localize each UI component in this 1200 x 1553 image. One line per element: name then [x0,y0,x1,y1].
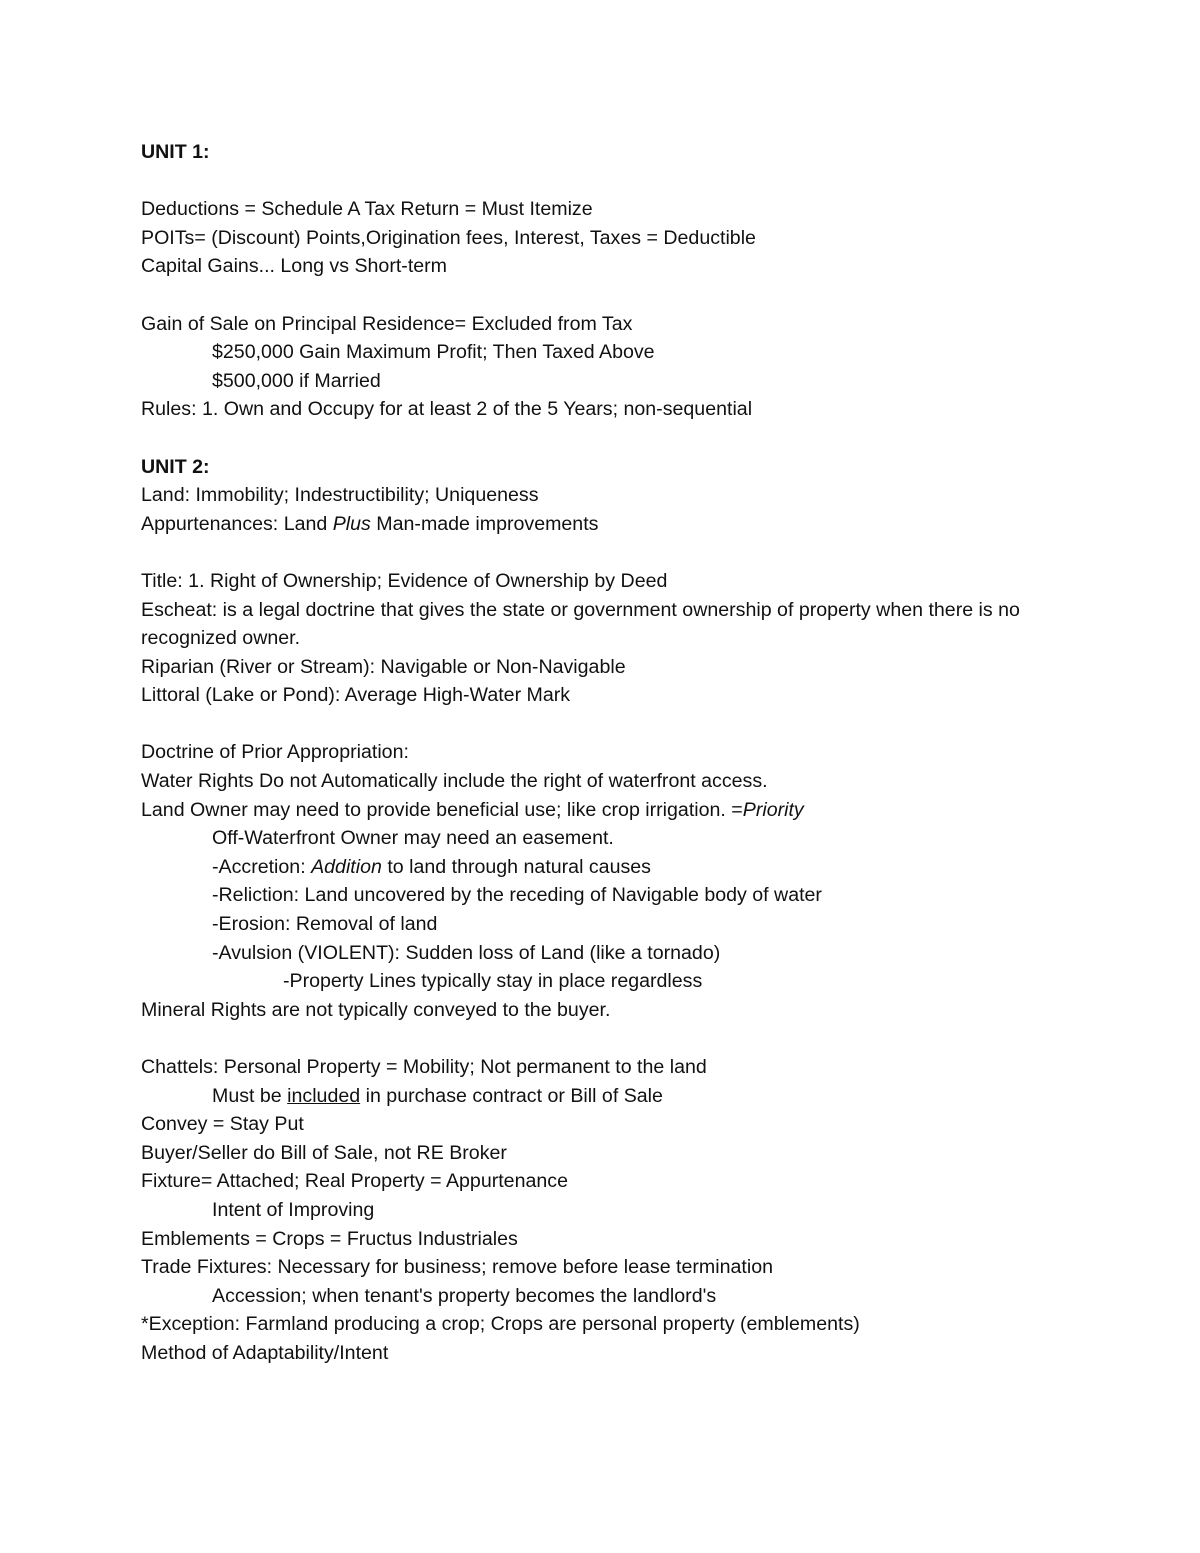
married-line: $500,000 if Married [212,369,381,392]
must-be-underlined: included [287,1084,361,1107]
appurtenances-text: Appurtenances: Land [141,512,333,535]
spacer [141,710,1101,739]
spacer [141,538,1101,567]
title-line: Title: 1. Right of Ownership; Evidence of Ownership by Deed [141,569,668,592]
erosion-line: -Erosion: Removal of land [212,913,438,936]
property-lines-line: -Property Lines typically stay in place regardless [283,970,703,993]
accretion-text-end: to land through natural causes [381,855,651,878]
spacer [141,1024,1101,1053]
rules-line: Rules: 1. Own and Occupy for at least 2 of the 5 Years; non-sequential [141,398,753,421]
escheat-line: Escheat: is a legal doctrine that gives the state or government ownership of property when there is no recognized owner. [141,598,1020,650]
spacer [141,281,1101,310]
exception-line: *Exception: Farmland producing a crop; Crops are personal property (emblements) [141,1313,860,1336]
method-line: Method of Adaptability/Intent [141,1341,389,1364]
land-line: Land: Immobility; Indestructibility; Uniqueness [141,484,539,507]
littoral-line: Littoral (Lake or Pond): Average High-Water Mark [141,684,571,707]
convey-line: Convey = Stay Put [141,1113,304,1136]
land-owner-text: Land Owner may need to provide beneficial use; like crop irrigation. = [141,798,743,821]
appurtenances-emphasis: Plus [332,512,371,535]
unit2-heading: UNIT 2: [141,455,210,478]
appurtenances-text-end: Man-made improvements [370,512,599,535]
must-be-line [141,1082,1101,1111]
must-be-text: Must be [212,1084,288,1107]
deductions-line: Deductions = Schedule A Tax Return = Must Itemize [141,198,593,221]
gain-max-line: $250,000 Gain Maximum Profit; Then Taxed Above [212,341,655,364]
riparian-line: Riparian (River or Stream): Navigable or Non-Navigable [141,655,626,678]
accession-line: Accession; when tenant's property becomes the landlord's [212,1284,717,1307]
land-owner-emphasis: Priority [742,798,804,821]
doctrine-line: Doctrine of Prior Appropriation: [141,741,409,764]
capital-gains-line: Capital Gains... Long vs Short-term [141,255,448,278]
mineral-line: Mineral Rights are not typically conveyed to the buyer. [141,998,611,1021]
fixture-line: Fixture= Attached; Real Property = Appurtenance [141,1170,568,1193]
water-rights-line: Water Rights Do not Automatically include the right of waterfront access. [141,770,768,793]
appurtenances-line [141,510,1101,539]
spacer [141,167,1101,196]
spacer [141,424,1101,453]
gain-of-sale-line: Gain of Sale on Principal Residence= Excluded from Tax [141,312,633,335]
avulsion-line: -Avulsion (VIOLENT): Sudden loss of Land (like a tornado) [212,941,721,964]
chattels-line: Chattels: Personal Property = Mobility; Not permanent to the land [141,1056,707,1078]
land-owner-line [141,796,1101,825]
notes-page [141,138,1101,1368]
reliction-line: -Reliction: Land uncovered by the receding of Navigable body of water [212,884,822,907]
emblements-line: Emblements = Crops = Fructus Industriales [141,1227,518,1250]
accretion-text: -Accretion: [212,855,312,878]
poits-line: POITs= (Discount) Points,Origination fees, Interest, Taxes = Deductible [141,226,756,249]
trade-fixtures-line: Trade Fixtures: Necessary for business; remove before lease termination [141,1256,773,1279]
unit1-heading: UNIT 1: [141,141,210,163]
must-be-text-end: in purchase contract or Bill of Sale [360,1084,663,1107]
intent-improving-line: Intent of Improving [212,1198,375,1221]
off-waterfront-line: Off-Waterfront Owner may need an easement. [212,827,614,850]
accretion-emphasis: Addition [311,855,382,878]
buyer-seller-line: Buyer/Seller do Bill of Sale, not RE Broker [141,1141,507,1164]
accretion-line [141,853,1101,882]
